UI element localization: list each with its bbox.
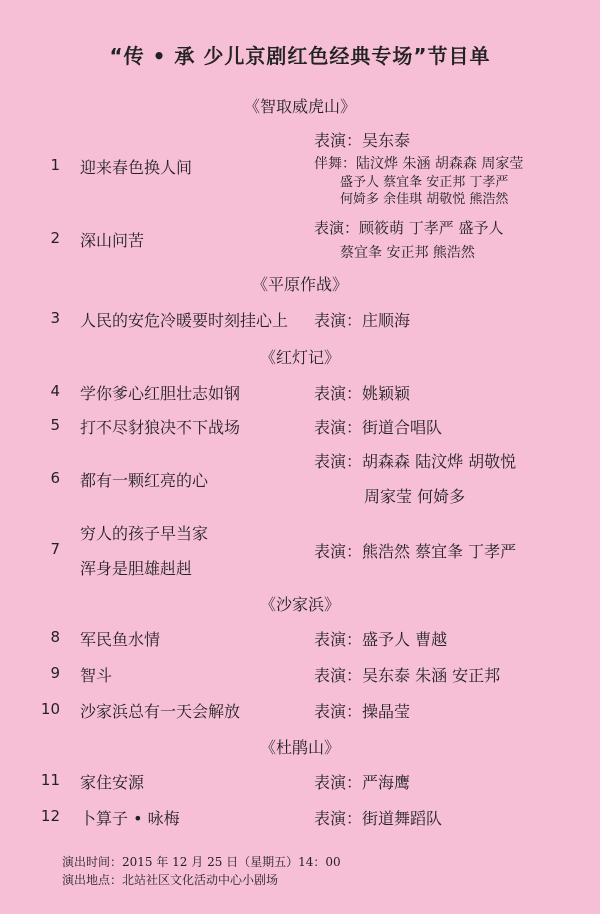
performer-line: 盛予人 蔡宜夆 安正邦 丁孝严: [340, 175, 509, 190]
performer: 表演：庄顺海: [314, 311, 411, 330]
item-number: 2: [50, 229, 60, 247]
section-heading: 《红灯记》: [259, 348, 340, 367]
program-name: 军民鱼水情: [80, 630, 161, 649]
item-number: 11: [40, 771, 60, 789]
program-name: 打不尽豺狼决不下战场: [80, 418, 241, 437]
section-heading: 《平原作战》: [251, 275, 348, 294]
performer-line: 何婍多 余佳琪 胡敬悦 熊浩然: [340, 192, 509, 207]
performance-place: 演出地点：北站社区文化活动中心小剧场: [62, 873, 279, 887]
performer: 表演：盛予人 曹越: [314, 630, 448, 649]
program-name-line: 穷人的孩子早当家: [80, 524, 209, 543]
program-name: 卜算子 • 咏梅: [80, 809, 180, 828]
page-title: “传 • 承 少儿京剧红色经典专场”节目单: [109, 44, 491, 68]
section-heading: 《杜鹃山》: [259, 738, 340, 757]
program-name: 迎来春色换人间: [80, 158, 193, 177]
performer-main: 表演：吴东泰: [314, 131, 411, 150]
program-name: 都有一颗红亮的心: [80, 471, 209, 490]
section-heading: 《智取威虎山》: [243, 97, 356, 116]
performance-time: 演出时间：2015 年 12 月 25 日（星期五）14：00: [62, 855, 341, 869]
performer: 表演：熊浩然 蔡宜夆 丁孝严: [314, 542, 517, 561]
program-name-line: 浑身是胆雄赳赳: [80, 559, 193, 578]
section-heading: 《沙家浜》: [259, 595, 340, 614]
performer: 表演：吴东泰 朱涵 安正邦: [314, 666, 501, 685]
program-name: 学你爹心红胆壮志如钢: [80, 384, 241, 403]
item-number: 1: [50, 156, 60, 174]
item-number: 5: [50, 416, 60, 434]
program-name: 深山问苦: [80, 231, 145, 250]
performer-line: 伴舞：陆汶烨 朱涵 胡森森 周家莹: [314, 156, 524, 172]
item-number: 4: [50, 382, 60, 400]
performer: 表演：街道舞蹈队: [314, 809, 443, 828]
program-name: 智斗: [80, 666, 113, 685]
performer: 表演：严海鹰: [314, 773, 411, 792]
performer-line: 表演：胡森森 陆汶烨 胡敬悦: [314, 452, 517, 471]
performer: 表演：姚颖颖: [314, 384, 411, 403]
performer: 表演：操晶莹: [314, 702, 411, 721]
item-number: 3: [50, 309, 60, 327]
program-name: 沙家浜总有一天会解放: [80, 702, 241, 721]
performer-line: 周家莹 何婍多: [364, 487, 466, 506]
program-name: 家住安源: [80, 773, 145, 792]
item-number: 9: [50, 664, 60, 682]
item-number: 12: [40, 807, 60, 825]
item-number: 7: [50, 540, 60, 558]
item-number: 8: [50, 628, 60, 646]
performer-line: 表演：顾筱萌 丁孝严 盛予人: [314, 219, 504, 237]
program-name: 人民的安危冷暖要时刻挂心上: [80, 311, 289, 330]
performer-line: 蔡宜夆 安正邦 熊浩然: [340, 245, 475, 261]
item-number: 10: [40, 700, 60, 718]
item-number: 6: [50, 469, 60, 487]
performer: 表演：街道合唱队: [314, 418, 443, 437]
